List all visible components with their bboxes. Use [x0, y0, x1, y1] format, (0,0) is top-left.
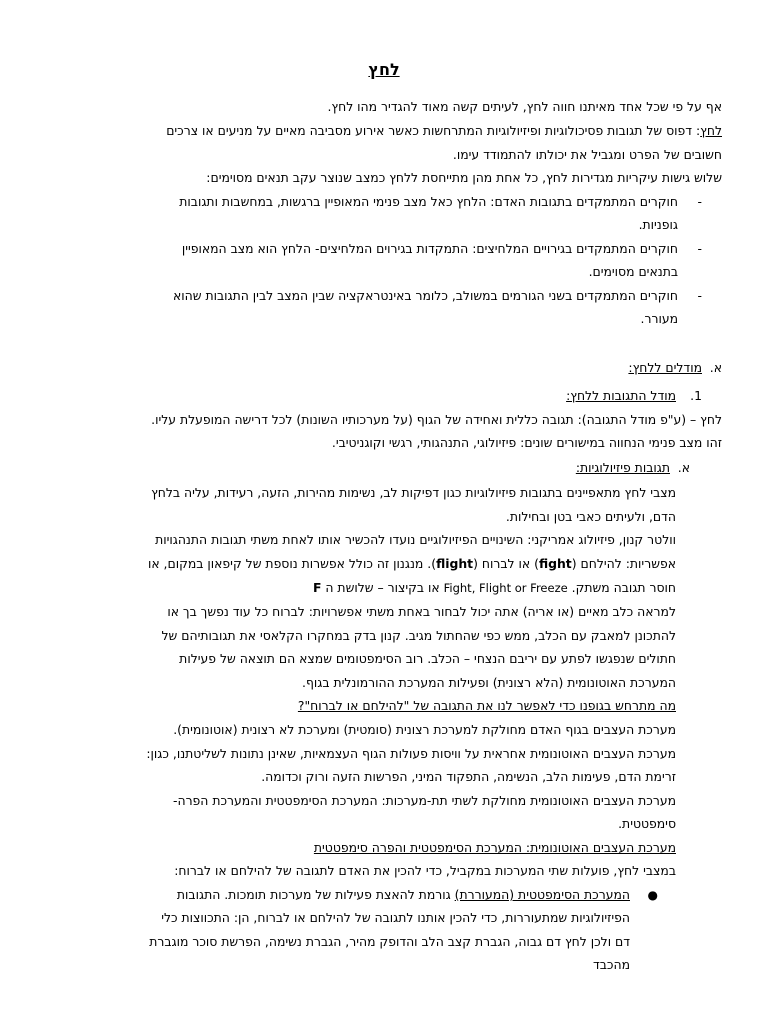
model-definition-2: זהו מצב פנימי הנחווה במישורים שונים: פיזיולוגי, התנהגותי, רגשי וקוגניטיבי.	[331, 435, 722, 450]
cannon-paragraph	[313, 580, 676, 596]
dog-paragraph: למראה כלב מאיים (או אריה) אתה יכול לבחור באחת משתי אפשרויות: לברוח כל עוד נפשך בך או	[167, 604, 676, 619]
f-letter: F	[312, 580, 322, 595]
list-item-continuation: גופניות.	[638, 217, 678, 232]
list-item-continuation: בתנאים מסוימים.	[588, 264, 678, 279]
approaches-intro: שלוש גישות עיקריות מגדירות לחץ, כל אחת מהן מתייחסת ללחץ כמצב שנוצר עקב תנאים מסוימים:	[206, 170, 722, 185]
nervous-system-paragraph: מערכת העצבים האוטונומית אחראית על וויסות פעולות הגוף העצמאיות, שאינן נתונות לשליטתנו, כגון:	[146, 746, 676, 761]
subsection-marker: 1.	[690, 388, 702, 403]
flight-term: flight	[436, 556, 474, 571]
bullet-item-continuation: דם ולכן לחץ דם גבוה, הגברת קצב הלב והדופק מהיר, הגברת נשימה, הפרשת סוכר מוגברת	[149, 934, 630, 949]
bullet-item	[177, 887, 630, 903]
fight-term: fight	[538, 556, 572, 571]
model-definition: לחץ – (ע"פ מודל התגובה): תגובה כללית ואחידה של הגוף (על מערכותיו השונות) לכל דרישה המופעלת עליו.	[151, 412, 722, 427]
subsection-heading: מודל התגובות ללחץ:	[566, 388, 676, 403]
nervous-system-paragraph: זרימת הדם, פעימות הלב, הנשימה, התפקוד המיני, הפרשות הזעה ורוק וכדומה.	[261, 769, 676, 784]
intro-line: אף על פי שכל אחד מאיתנו חווה לחץ, לעיתים קשה מאוד להגדיר מהו לחץ.	[327, 99, 722, 114]
dog-paragraph: המערכת האוטונומית (הלא רצונית) ופעילות המערכת ההורמונלית בגוף.	[302, 675, 676, 690]
dog-paragraph: חתולים שנפגשו לפתע עם יריבם הנצחי – הכלב. רוב הסימפטומים שמצא הם תוצאה של פעילות	[179, 651, 676, 666]
nervous-system-paragraph: סימפטטית.	[618, 816, 676, 831]
cannon-paragraph	[148, 556, 676, 572]
question-heading: מה מתרחש בגופנו כדי לאפשר לנו את התגובה של "להילחם או לברוח"?	[297, 698, 676, 713]
bullet-text: גורמת להאצת פעילות של מערכות תומכות. התגובות	[176, 887, 455, 902]
list-dash-marker: -	[697, 241, 702, 256]
cannon-text: ). מנגנון זה כולל אפשרות נוספת של קיפאון במקום, או	[147, 556, 437, 571]
nervous-system-paragraph: מערכת העצבים בגוף האדם מחולקת למערכת רצונית (סומטית) ומערכת לא רצונית (אוטונומית).	[173, 722, 676, 737]
physio-paragraph: מצבי לחץ מתאפיינים בתגובות פיזיולוגיות כגון דפיקות לב, נשימות מהירות, הזעה, רעידות, עליה בלחץ	[151, 485, 676, 500]
cannon-text: חוסר תגובה משתק.	[571, 580, 676, 595]
sympathetic-term: המערכת הסימפטטית (המעוררת)	[454, 887, 630, 902]
list-dash-marker: -	[697, 194, 702, 209]
list-item: חוקרים המתמקדים בשני הגורמים במשולב, כלומר באינטראקציה שבין המצב לבין התגובות שהוא	[172, 288, 678, 303]
physio-heading: תגובות פיזיולוגיות:	[575, 460, 670, 475]
cannon-text: אפשריות: להילחם (	[571, 556, 676, 571]
definition-line	[166, 123, 722, 139]
definition-text: : דפוס של תגובות פסיכולוגיות ופיזיולוגיות המתרחשות כאשר אירוע מסביבה מאיים על מניעים או צרכים	[166, 123, 701, 138]
section-marker: א.	[709, 360, 722, 375]
page-title: לחץ	[368, 60, 400, 79]
physio-marker: א.	[677, 460, 690, 475]
definition-term: לחץ	[700, 123, 722, 138]
bullet-item-continuation: מהכבד	[593, 957, 630, 972]
cannon-text: או בקיצור – שלושת ה	[325, 580, 440, 595]
cannon-paragraph: וולטר קנון, פיזיולוג אמריקני: השינויים הפיזיולוגיים נועדו להכשיר אותו לאחת משתי תגובות התנהגויות	[155, 532, 676, 547]
definition-line-2: חשובים של הפרט ומגביל את יכולתו להתמודד עימו.	[452, 147, 722, 162]
list-dash-marker: -	[697, 288, 702, 303]
list-item-continuation: מעורר.	[640, 311, 678, 326]
cannon-text: ) או לברוח (	[473, 556, 539, 571]
physio-paragraph: הדם, ולעיתים כאבי בטן ובחילות.	[505, 509, 676, 524]
dog-paragraph: להתכונן למאבק עם הכלב, ממש כפי שהחתול מגיב. קנון בדק במחקרו הקלאסי את תגובותיהם של	[161, 628, 676, 643]
list-item: חוקרים המתמקדים בגירויים המלחיצים: התמקדות בגירוים המלחיצים- הלחץ הוא מצב המאופיין	[181, 241, 678, 256]
fff-term: Fight, Flight or Freeze	[443, 581, 568, 595]
list-item: חוקרים המתמקדים בתגובות האדם: הלחץ כאל מצב פנימי המאופיין ברגשות, במחשבות ותגובות	[179, 194, 678, 209]
nervous-system-paragraph: מערכת העצבים האוטונומית מחולקת לשתי תת-מערכות: המערכת הסימפטטית והמערכת הפרה-	[173, 793, 676, 808]
bullet-icon: ●	[647, 888, 658, 902]
bullet-item-continuation: הפיזיולוגיות שמתעוררות, כדי להכין אותנו לתגובה של להילחם או לברוח, הן: התכווצות כלי	[161, 910, 630, 925]
section-heading: מודלים ללחץ:	[628, 360, 702, 375]
ans-heading: מערכת העצבים האוטונומית: המערכת הסימפטטית והפרה סימפטטית	[313, 840, 676, 855]
stress-paragraph: במצבי לחץ, פועלות שתי המערכות במקביל, כדי להכין את האדם לתגובה של להילחם או לברוח:	[174, 863, 676, 878]
